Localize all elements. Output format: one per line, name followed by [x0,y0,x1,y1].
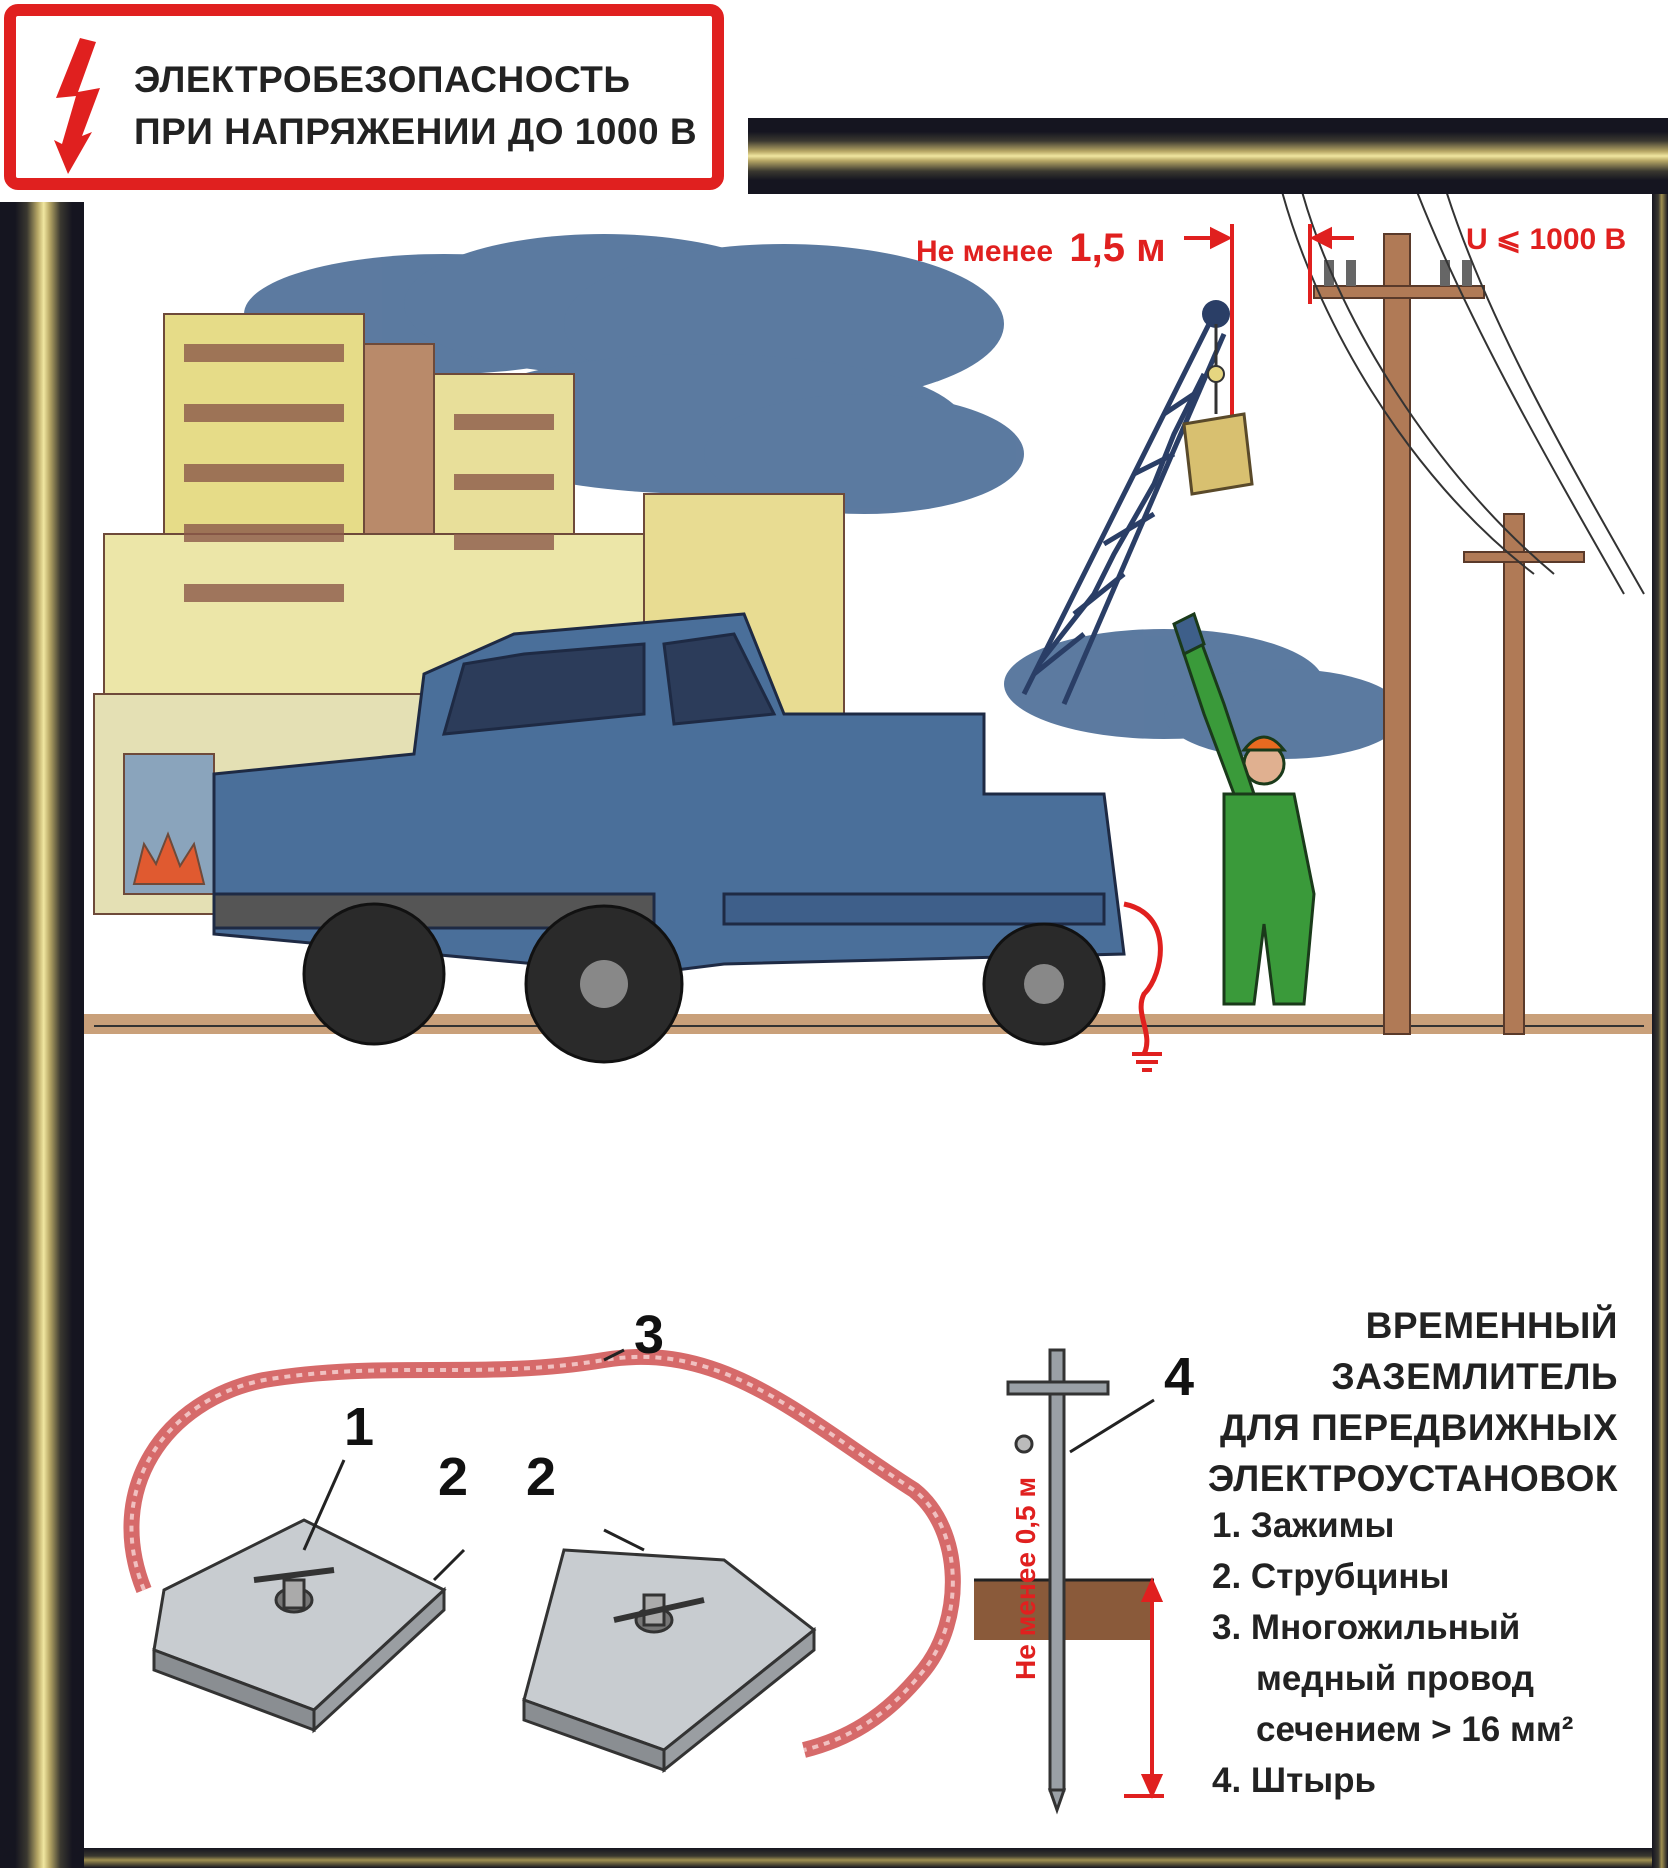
power-poles [1314,234,1584,1034]
legend-item: 4. Штырь [1212,1761,1377,1800]
callout-2-right: 2 [526,1447,557,1507]
frame-rail-right [1652,194,1668,1868]
grounding-title: ВРЕМЕННЫЙ ЗАЗЕМЛИТЕЛЬ ДЛЯ ПЕРЕДВИЖНЫХ ЭЛЕКТРОУСТАНОВОК [1207,1305,1618,1499]
legend-item: 2. Струбцины [1212,1557,1450,1596]
callout-3: 3 [634,1305,665,1365]
callout-2-left: 2 [438,1447,469,1507]
frame-rail-left [0,202,84,1868]
clamp-left [154,1520,444,1730]
voltage-label: U ⩽ 1000 В [1466,223,1627,256]
header-box [4,4,724,190]
distance-prefix-label: Не менее [916,235,1054,268]
distance-value-label: 1,5 м [1069,226,1166,270]
grounding-kit-illustration [84,1290,1244,1850]
callout-4: 4 [1164,1347,1195,1407]
frame-rail-top [748,118,1668,194]
ground-symbol [1132,1054,1162,1070]
legend-list [1212,1500,1652,1806]
legend-item: 1. Зажимы [1212,1506,1395,1545]
crane-scene-illustration [84,194,1652,1294]
depth-label: Не менее 0,5 м [1010,1476,1041,1680]
clamp-right [524,1550,814,1770]
page-title: ЭЛЕКТРОБЕЗОПАСНОСТЬ ПРИ НАПРЯЖЕНИИ ДО 1000 В [134,59,698,152]
lightning-bolt-icon [42,36,112,176]
grounding-info [1170,1300,1618,1504]
frame-rail-bottom [84,1848,1668,1868]
crane-pulley [1202,300,1230,328]
suspended-load [1184,414,1252,494]
callout-1: 1 [344,1397,375,1457]
legend-item: 3. Многожильный медный провод сечением > 16 мм² [1212,1608,1574,1749]
